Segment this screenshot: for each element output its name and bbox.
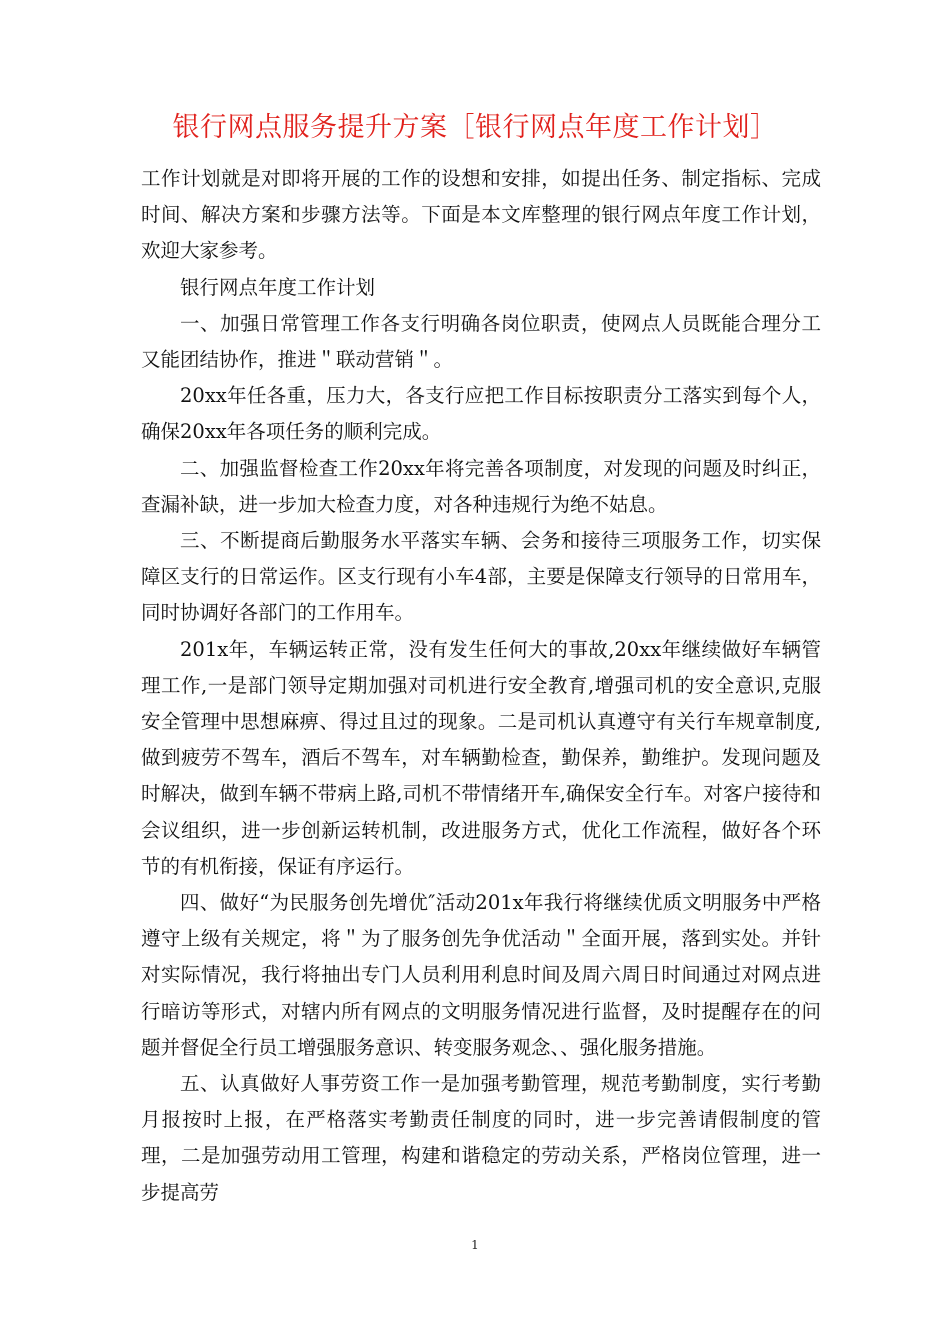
paragraph-item-2: 二、加强监督检查工作20xx年将完善各项制度，对发现的问题及时纠正，查漏补缺，进一步加大检查力度，对各种违规行为绝不姑息。 [141, 456, 821, 516]
document-title: 银行网点服务提升方案［银行网点年度工作计划］ [172, 112, 778, 143]
page-number: 1 [471, 1238, 479, 1252]
paragraph-item-1: 一、加强日常管理工作各支行明确各岗位职责，使网点人员既能合理分工又能团结协作，推进＂联动营销＂。 [141, 311, 821, 372]
section-heading: 银行网点年度工作计划 [180, 275, 376, 299]
paragraph-item-5: 五、认真做好人事劳资工作一是加强考勤管理，规范考勤制度，实行考勤月报按时上报，在严格落实考勤责任制度的同时，进一步完善请假制度的管理，二是加强劳动用工管理，构建和谐稳定的劳动关系，严格岗位管理，进一步提高劳 [141, 1072, 821, 1204]
paragraph-item-3: 三、不断提商后勤服务水平落实车辆、会务和接待三项服务工作，切实保障区支行的日常运作。区支行现有小车4部，主要是保障支行领导的日常用车，同时协调好各部门的工作用车。 [141, 529, 821, 625]
intro-paragraph: 工作计划就是对即将开展的工作的设想和安排，如提出任务、制定指标、完成时间、解决方案和步骤方法等。下面是本文库整理的银行网点年度工作计划，欢迎大家参考。 [141, 167, 821, 263]
paragraph-item-1-detail: 20xx年任各重，压力大，各支行应把工作目标按职责分工落实到每个人，确保20xx年各项任务的顺利完成。 [141, 384, 821, 444]
paragraph-item-4: 四、做好“为民服务创先增优″活动201x年我行将继续优质文明服务中严格遵守上级有关规定，将＂为了服务创先争优活动＂全面开展，落到实处。并针对实际情况，我行将抽出专门人员利用利息时间及周六周日时间通过对网点进行暗访等形式，对辖内所有网点的文明服务情况进行监督，及时提醒存在的问题并督促全行员工增强服务意识、转变服务观念、、强化服务措施。 [141, 891, 821, 1059]
paragraph-item-3-detail: 201x年，车辆运转正常，没有发生任何大的事故,20xx年继续做好车辆管理工作,一是部门领导定期加强对司机进行安全教育,增强司机的安全意识,克服安全管理中思想麻痹、得过且过的现象。二是司机认真遵守有关行车规章制度,做到疲劳不驾车，酒后不驾车，对车辆勤检查，勤保养，勤维护。发现问题及时解决，做到车辆不带病上路,司机不带情绪开车,确保安全行车。对客户接待和会议组织，进一步创新运转机制，改进服务方式，优化工作流程，做好各个环节的有机衔接，保证有序运行。 [141, 637, 821, 878]
document-body [141, 161, 821, 1211]
